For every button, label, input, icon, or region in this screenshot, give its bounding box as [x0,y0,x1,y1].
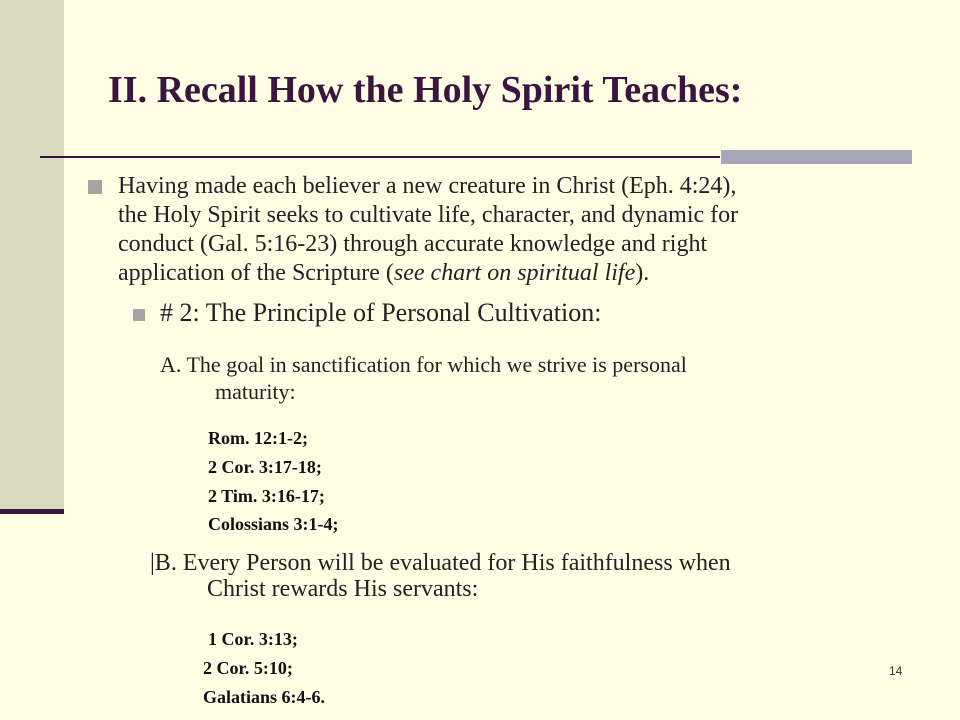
left-accent-band [0,0,64,512]
title-rule-dark [40,156,720,158]
left-accent-band-cap [0,509,64,514]
scripture-reference: 2 Cor. 3:17-18; [208,457,322,477]
bullet-1-line-1: Having made each believer a new creature in Christ (Eph. 4:24), [118,173,737,199]
scripture-reference: 1 Cor. 3:13; [208,629,298,649]
bullet-1-line-2: the Holy Spirit seeks to cultivate life, character, and dynamic for [118,202,739,228]
bullet-1-line-4-italic: see chart on spiritual life [393,260,636,286]
bullet-principle-heading: # 2: The Principle of Personal Cultivation: [160,298,602,327]
sub-bullet-square-icon [133,309,145,321]
bullet-square-icon [88,180,102,194]
point-a-paragraph [160,351,687,405]
point-b-line-2: Christ rewards His servants: [207,576,479,602]
point-b-line-1: |B. Every Person will be evaluated for His faithfulness when [150,550,731,576]
bullet-1-line-3: conduct (Gal. 5:16-23) through accurate knowledge and right [118,231,708,257]
point-a-line-2: maturity: [215,379,296,404]
scripture-reference: 2 Tim. 3:16-17; [208,486,325,506]
point-a-line-1: A. The goal in sanctification for which we strive is personal [160,352,687,377]
scripture-reference: Rom. 12:1-2; [208,428,308,448]
slide-title: II. Recall How the Holy Spirit Teaches: [108,69,743,111]
title-rule-gray [721,150,912,164]
scripture-reference: Colossians 3:1-4; [208,514,339,534]
scripture-reference: Galatians 6:4-6. [203,687,326,707]
scripture-reference: 2 Cor. 5:10; [203,658,293,678]
page-number: 14 [889,664,903,678]
point-b-paragraph [150,550,731,602]
bullet-1-line-4-prefix: application of the Scripture ( [118,260,394,286]
bullet-1-line-4 [118,259,938,288]
bullet-paragraph-1 [118,172,938,288]
bullet-1-line-4-suffix: ). [635,260,650,286]
